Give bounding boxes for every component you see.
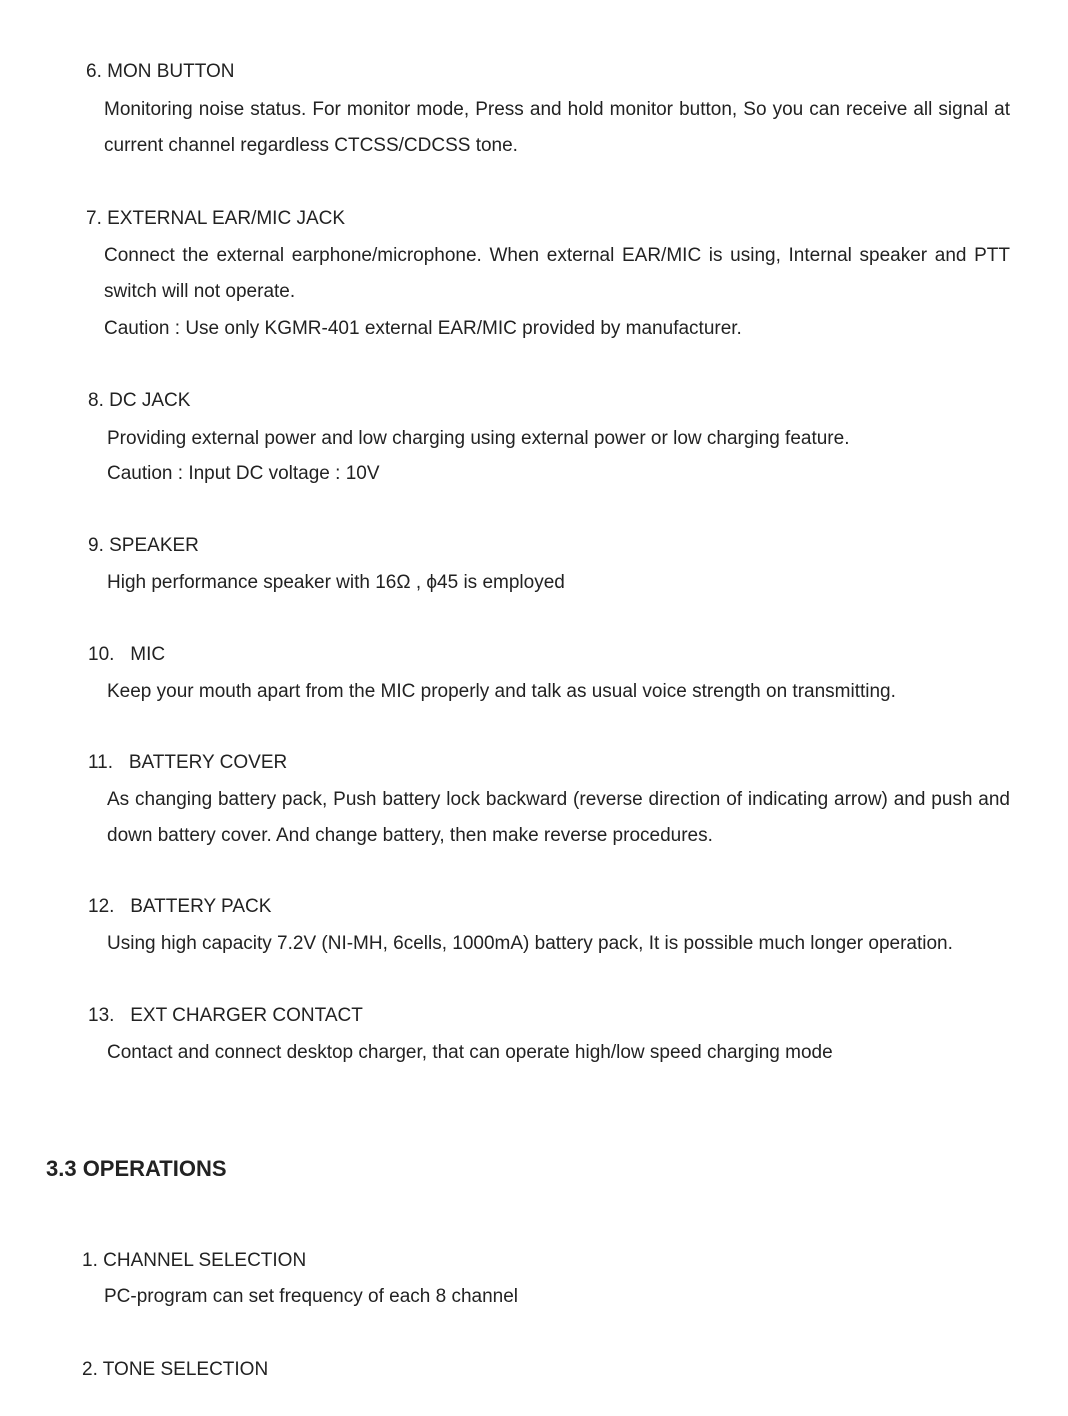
item-9-heading: 9. SPEAKER xyxy=(88,535,199,556)
item-9-description: High performance speaker with 16Ω , ϕ45 is employed xyxy=(107,572,565,593)
item-6-description: Monitoring noise status. For monitor mode, Press and hold monitor button, So you can receive all signal at current channel regardless CTCSS/CDCSS tone. xyxy=(104,99,1010,156)
section-title: 3.3 OPERATIONS xyxy=(46,1156,227,1181)
operation-1-description: PC-program can set frequency of each 8 channel xyxy=(104,1286,519,1307)
item-11-description: As changing battery pack, Push battery lock backward (reverse direction of indicating arrow) and push and down battery cover. And change battery, then make reverse procedures. xyxy=(107,789,1010,846)
operation-1-heading: 1. CHANNEL SELECTION xyxy=(82,1250,307,1271)
item-7-heading: 7. EXTERNAL EAR/MIC JACK xyxy=(86,208,346,229)
item-10-description: Keep your mouth apart from the MIC properly and talk as usual voice strength on transmitting. xyxy=(107,681,896,702)
item-7-caution: Caution : Use only KGMR-401 external EAR/MIC provided by manufacturer. xyxy=(104,318,742,339)
item-13-heading: 13. EXT CHARGER CONTACT xyxy=(88,1005,363,1026)
operation-2-heading: 2. TONE SELECTION xyxy=(82,1359,269,1380)
item-8-caution: Caution : Input DC voltage : 10V xyxy=(107,463,380,484)
item-12-description: Using high capacity 7.2V (NI-MH, 6cells, 1000mA) battery pack, It is possible much longer operation. xyxy=(107,933,953,954)
item-7-description: Connect the external earphone/microphone. When external EAR/MIC is using, Internal speaker and PTT switch will not operate. xyxy=(104,245,1010,302)
item-12-heading: 12. BATTERY PACK xyxy=(88,896,272,917)
item-8-description: Providing external power and low charging using external power or low charging feature. xyxy=(107,428,850,449)
item-8-heading: 8. DC JACK xyxy=(88,390,191,411)
item-6-heading: 6. MON BUTTON xyxy=(86,61,235,82)
item-11-heading: 11. BATTERY COVER xyxy=(88,752,288,773)
item-13-description: Contact and connect desktop charger, that can operate high/low speed charging mode xyxy=(107,1042,833,1063)
item-10-heading: 10. MIC xyxy=(88,644,166,665)
